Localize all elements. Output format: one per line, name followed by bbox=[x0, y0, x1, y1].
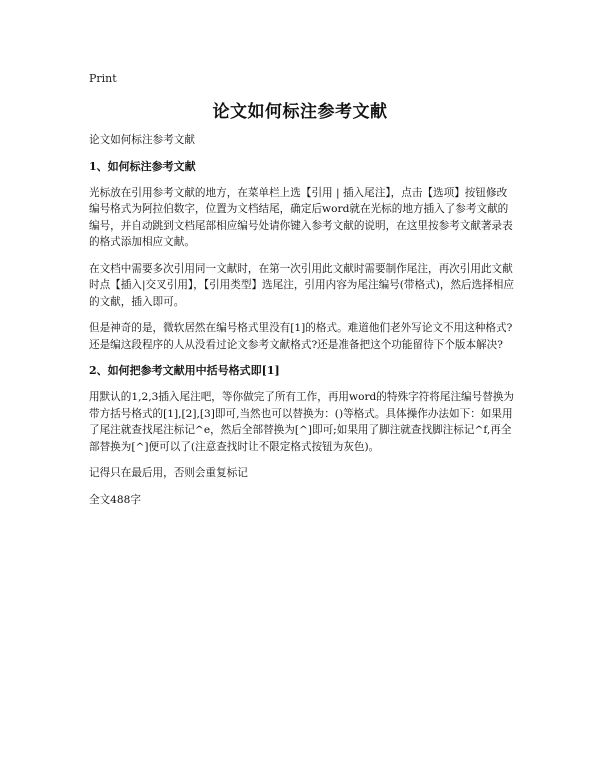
section-heading-2: 2、如何把参考文献用中括号格式即[1] bbox=[89, 364, 280, 377]
paragraph-1: 光标放在引用参考文献的地方，在菜单栏上选【引用 | 插入尾注】，点击【选项】按钮修改编号格式为阿拉伯数字，位置为文档结尾，确定后word就在光标的地方插入了参考文献的编号，并自动跳到文档尾部相应编号处请你键入参考文献的说明，在这里按参考文献著录表的格式添加相应文献。 bbox=[89, 186, 513, 248]
section-heading-1: 1、如何标注参考文献 bbox=[89, 159, 196, 173]
paragraph-4: 用默认的1,2,3插入尾注吧，等你做完了所有工作，再用word的特殊字符将尾注编号替换为带方括号格式的[1],[2],[3]即可,当然也可以替换为：()等格式。具体操作办法如下：如果用了尾注就查找尾注标记^e，然后全部替换为[^]即可;如果用了脚注就查找脚注标记^f,再全部替换为[^]便可以了(注意查找时让不限定格式按钮为灰色)。 bbox=[89, 391, 515, 453]
article-body bbox=[89, 132, 517, 518]
article-subtitle: 论文如何标注参考文献 bbox=[89, 134, 195, 146]
paragraph-5: 记得只在最后用，否则会重复标记 bbox=[89, 467, 248, 479]
page-title: 论文如何标注参考文献 bbox=[212, 102, 388, 122]
paragraph-2: 在文档中需要多次引用同一文献时，在第一次引用此文献时需要制作尾注，再次引用此文献时点【插入|交叉引用】，【引用类型】选尾注，引用内容为尾注编号(带格式)，然后选择相应的文献，插入即可。 bbox=[89, 262, 514, 308]
paragraph-3: 但是神奇的是，微软居然在编号格式里没有[1]的格式。难道他们老外写论文不用这种格式?还是编这段程序的人从没看过论文参考文献格式?还是准备把这个功能留待下个版本解决? bbox=[89, 322, 513, 351]
print-label: Print bbox=[89, 72, 117, 85]
word-count: 全文488字 bbox=[89, 493, 142, 506]
